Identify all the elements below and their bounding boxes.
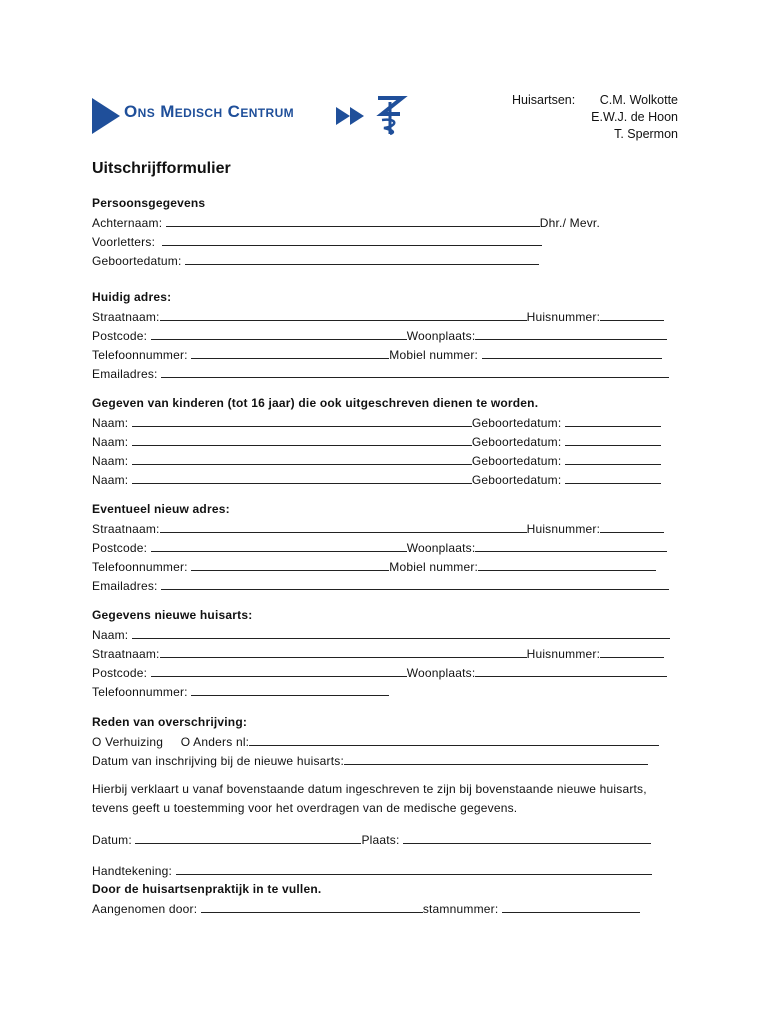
section-heading-personal: Persoonsgegevens xyxy=(92,196,206,210)
child-birthdate-label: Geboortedatum: xyxy=(471,454,562,468)
section-heading-reason: Reden van overschrijving: xyxy=(92,715,248,729)
new-street-field[interactable] xyxy=(160,520,527,533)
row-surname xyxy=(92,214,600,230)
declaration xyxy=(92,780,692,818)
section-heading-new-gp: Gegevens nieuwe huisarts: xyxy=(92,608,253,622)
current-house-number-field[interactable] xyxy=(600,308,664,321)
new-city-field[interactable] xyxy=(475,539,667,552)
house-number-label: Huisnummer: xyxy=(526,310,601,324)
section-heading-children: Gegeven van kinderen (tot 16 jaar) die ook uitgeschreven dienen te worden. xyxy=(92,396,539,410)
street-label: Straatnaam: xyxy=(92,310,160,324)
form-title: Uitschrijfformulier xyxy=(92,160,231,177)
current-email-field[interactable] xyxy=(161,365,669,378)
section-heading-current-address: Huidig adres: xyxy=(92,290,172,304)
birthdate-label: Geboortedatum: xyxy=(92,254,182,268)
place-label: Plaats: xyxy=(361,833,400,847)
registration-date-label: Datum van inschrijving bij de nieuwe huisarts: xyxy=(92,754,344,768)
email-label: Emailadres: xyxy=(92,579,158,593)
option-other-radio[interactable]: O Anders nl: xyxy=(180,735,250,749)
current-city-field[interactable] xyxy=(475,327,667,340)
row-current-email xyxy=(92,365,669,381)
new-mobile-field[interactable] xyxy=(478,558,656,571)
city-label: Woonplaats: xyxy=(406,666,476,680)
child-name-label: Naam: xyxy=(92,416,129,430)
child-birthdate-field[interactable] xyxy=(565,433,661,446)
row-gp-street xyxy=(92,645,664,661)
postcode-label: Postcode: xyxy=(92,541,148,555)
doctors-block xyxy=(500,92,678,143)
gp-name-label: Naam: xyxy=(92,628,129,642)
row-new-phone xyxy=(92,558,656,574)
row-current-phone xyxy=(92,346,662,362)
option-move-radio[interactable]: O Verhuizing xyxy=(92,735,164,749)
email-label: Emailadres: xyxy=(92,367,158,381)
child-name-field[interactable] xyxy=(132,414,472,427)
surname-label: Achternaam: xyxy=(92,216,163,230)
doctor-name: T. Spermon xyxy=(614,127,678,141)
initials-field[interactable] xyxy=(162,233,542,246)
child-birthdate-label: Geboortedatum: xyxy=(471,416,562,430)
other-reason-field[interactable] xyxy=(249,733,659,746)
mobile-label: Mobiel nummer: xyxy=(389,560,479,574)
postcode-label: Postcode: xyxy=(92,666,148,680)
gp-house-number-field[interactable] xyxy=(600,645,664,658)
street-label: Straatnaam: xyxy=(92,647,160,661)
current-phone-field[interactable] xyxy=(191,346,389,359)
house-number-label: Huisnummer: xyxy=(526,522,601,536)
child-name-label: Naam: xyxy=(92,435,129,449)
doctors-label: Huisartsen: xyxy=(512,93,576,107)
new-postcode-field[interactable] xyxy=(151,539,407,552)
row-gp-postcode xyxy=(92,664,667,680)
stamnummer-field[interactable] xyxy=(502,900,640,913)
child-birthdate-field[interactable] xyxy=(565,471,661,484)
row-current-street xyxy=(92,308,664,324)
child-row xyxy=(92,452,661,468)
current-postcode-field[interactable] xyxy=(151,327,407,340)
place-field[interactable] xyxy=(403,831,651,844)
accepted-by-label: Aangenomen door: xyxy=(92,902,198,916)
gp-phone-field[interactable] xyxy=(191,683,389,696)
signature-label: Handtekening: xyxy=(92,864,172,878)
office-heading: Door de huisartsenpraktijk in te vullen. xyxy=(92,882,322,896)
new-email-field[interactable] xyxy=(161,577,669,590)
row-registration-date xyxy=(92,752,648,768)
phone-label: Telefoonnummer: xyxy=(92,560,188,574)
new-phone-field[interactable] xyxy=(191,558,389,571)
row-date-place xyxy=(92,831,651,847)
child-name-label: Naam: xyxy=(92,454,129,468)
house-number-label: Huisnummer: xyxy=(526,647,601,661)
row-reason-options xyxy=(92,733,659,749)
child-row xyxy=(92,414,661,430)
row-gp-name xyxy=(92,626,670,642)
logo xyxy=(92,96,412,136)
mobile-label: Mobiel nummer: xyxy=(389,348,479,362)
declaration-line: tevens geeft u toestemming voor het overdragen van de medische gegevens. xyxy=(92,801,518,815)
date-field[interactable] xyxy=(135,831,361,844)
row-current-postcode xyxy=(92,327,667,343)
row-accepted-by xyxy=(92,900,640,916)
row-new-email xyxy=(92,577,669,593)
logo-text: Ons Medisch Centrum xyxy=(124,102,295,121)
gp-postcode-field[interactable] xyxy=(151,664,407,677)
child-birthdate-label: Geboortedatum: xyxy=(471,435,562,449)
gp-city-field[interactable] xyxy=(475,664,667,677)
row-birthdate xyxy=(92,252,539,268)
date-label: Datum: xyxy=(92,833,132,847)
child-birthdate-field[interactable] xyxy=(565,452,661,465)
initials-label: Voorletters: xyxy=(92,235,156,249)
row-signature xyxy=(92,862,652,878)
accepted-by-field[interactable] xyxy=(201,900,423,913)
row-new-street xyxy=(92,520,664,536)
phone-label: Telefoonnummer: xyxy=(92,348,188,362)
postcode-label: Postcode: xyxy=(92,329,148,343)
child-name-field[interactable] xyxy=(132,433,472,446)
row-new-postcode xyxy=(92,539,667,555)
gp-street-field[interactable] xyxy=(160,645,527,658)
city-label: Woonplaats: xyxy=(406,541,476,555)
current-mobile-field[interactable] xyxy=(482,346,662,359)
phone-label: Telefoonnummer: xyxy=(92,685,188,699)
registration-date-field[interactable] xyxy=(344,752,648,765)
signature-field[interactable] xyxy=(176,862,652,875)
declaration-line: Hierbij verklaart u vanaf bovenstaande datum ingeschreven te zijn bij bovenstaande nieuwe huisarts, xyxy=(92,782,647,796)
doctor-name: C.M. Wolkotte xyxy=(599,93,678,107)
city-label: Woonplaats: xyxy=(406,329,476,343)
birthdate-field[interactable] xyxy=(185,252,539,265)
child-birthdate-field[interactable] xyxy=(565,414,661,427)
child-birthdate-label: Geboortedatum: xyxy=(471,473,562,487)
child-name-label: Naam: xyxy=(92,473,129,487)
child-row xyxy=(92,471,661,487)
street-label: Straatnaam: xyxy=(92,522,160,536)
doctor-name: E.W.J. de Hoon xyxy=(591,110,678,124)
row-initials xyxy=(92,233,542,249)
new-house-number-field[interactable] xyxy=(600,520,664,533)
child-row xyxy=(92,433,661,449)
child-name-field[interactable] xyxy=(132,471,472,484)
gender-label: Dhr./ Mevr. xyxy=(539,216,600,230)
current-street-field[interactable] xyxy=(160,308,527,321)
stamnummer-label: stamnummer: xyxy=(422,902,499,916)
section-heading-new-address: Eventueel nieuw adres: xyxy=(92,502,230,516)
gp-name-field[interactable] xyxy=(132,626,670,639)
surname-field[interactable] xyxy=(166,214,540,227)
row-gp-phone xyxy=(92,683,389,699)
caduceus-icon xyxy=(372,94,408,136)
child-name-field[interactable] xyxy=(132,452,472,465)
